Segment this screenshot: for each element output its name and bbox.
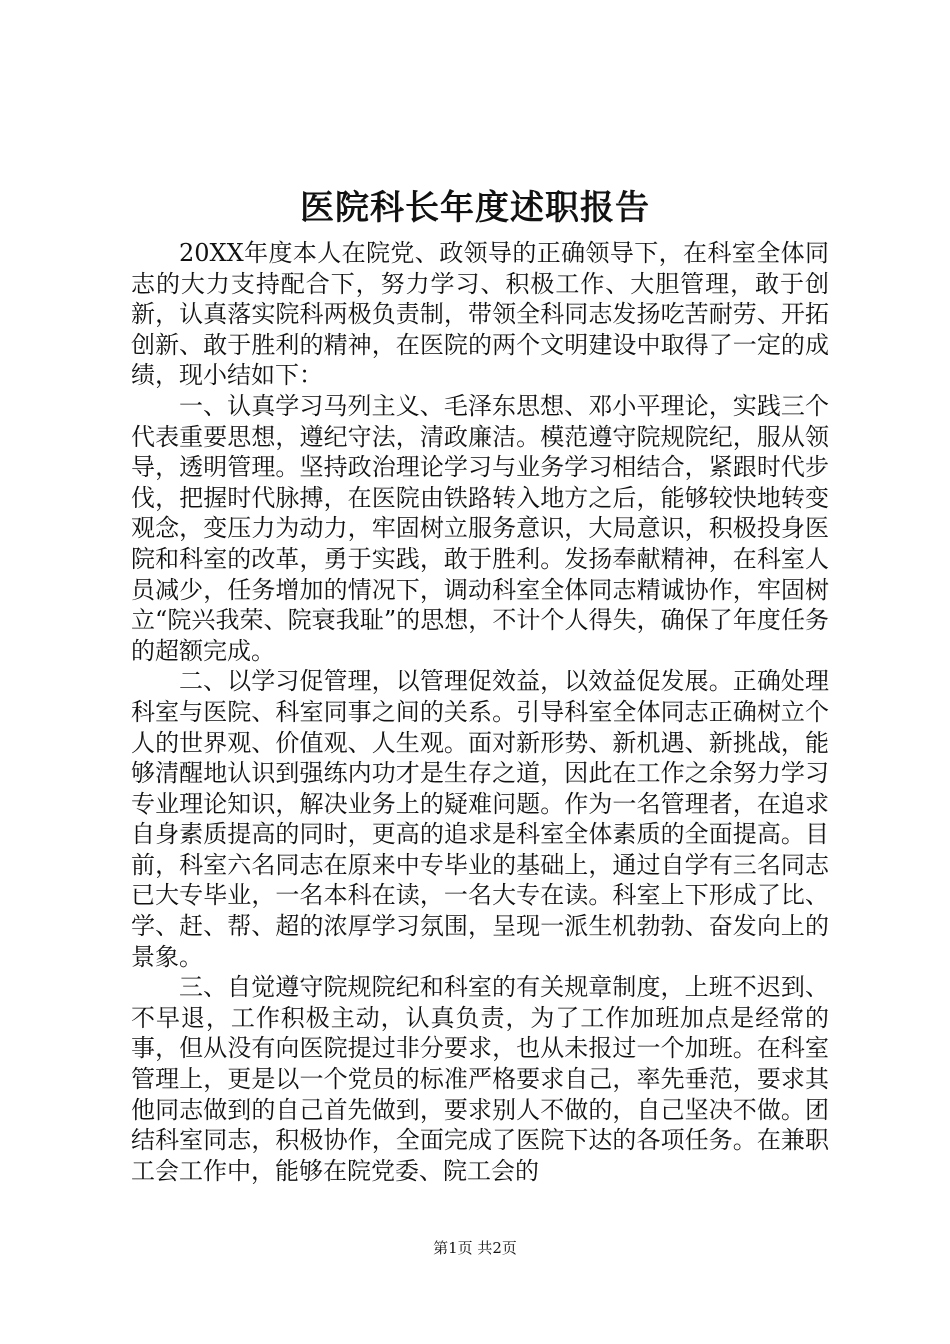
page-number-footer: 第1页 共2页 bbox=[433, 1239, 517, 1257]
document-title: 医院科长年度述职报告 bbox=[300, 188, 650, 228]
paragraph-intro: 20XX年度本人在院党、政领导的正确领导下，在科室全体同志的大力支持配合下，努力学习、积极工作、大胆管理，敢于创新，认真落实院科两极负责制，带领全科同志发扬吃苦耐劳、开拓创新、敢于胜利的精神，在医院的两个文明建设中取得了一定的成绩，现小结如下： bbox=[131, 239, 829, 390]
paragraph-section-1: 一、认真学习马列主义、毛泽东思想、邓小平理论，实践三个代表重要思想，遵纪守法，清政廉洁。模范遵守院规院纪，服从领导，透明管理。坚持政治理论学习与业务学习相结合，紧跟时代步伐，把握时代脉搏，在医院由铁路转入地方之后，能够较快地转变观念，变压力为动力，牢固树立服务意识，大局意识，积极投身医院和科室的改革，勇于实践，敢于胜利。发扬奉献精神，在科室人员减少，任务增加的情况下，调动科室全体同志精诚协作，牢固树立“院兴我荣、院衰我耻”的思想，不计个人得失，确保了年度任务的超额完成。 bbox=[131, 391, 829, 665]
document-body bbox=[131, 238, 829, 1186]
paragraph-section-2: 二、以学习促管理，以管理促效益，以效益促发展。正确处理科室与医院、科室同事之间的关系。引导科室全体同志正确树立个人的世界观、价值观、人生观。面对新形势、新机遇、新挑战，能够清醒地认识到强练内功才是生存之道，因此在工作之余努力学习专业理论知识，解决业务上的疑难问题。作为一名管理者，在追求自身素质提高的同时，更高的追求是科室全体素质的全面提高。目前，科室六名同志在原来中专毕业的基础上，通过自学有三名同志已大专毕业，一名本科在读，一名大专在读。科室上下形成了比、学、赶、帮、超的浓厚学习氛围，呈现一派生机勃勃、奋发向上的景象。 bbox=[131, 667, 829, 971]
paragraph-section-3: 三、自觉遵守院规院纪和科室的有关规章制度，上班不迟到、不早退，工作积极主动，认真负责，为了工作加班加点是经常的事，但从没有向医院提过非分要求，也从未报过一个加班。在科室管理上，更是以一个党员的标准严格要求自己，率先垂范，要求其他同志做到的自己首先做到，要求别人不做的，自己坚决不做。团结科室同志，积极协作，全面完成了医院下达的各项任务。在兼职工会工作中，能够在院党委、院工会的 bbox=[131, 973, 829, 1185]
